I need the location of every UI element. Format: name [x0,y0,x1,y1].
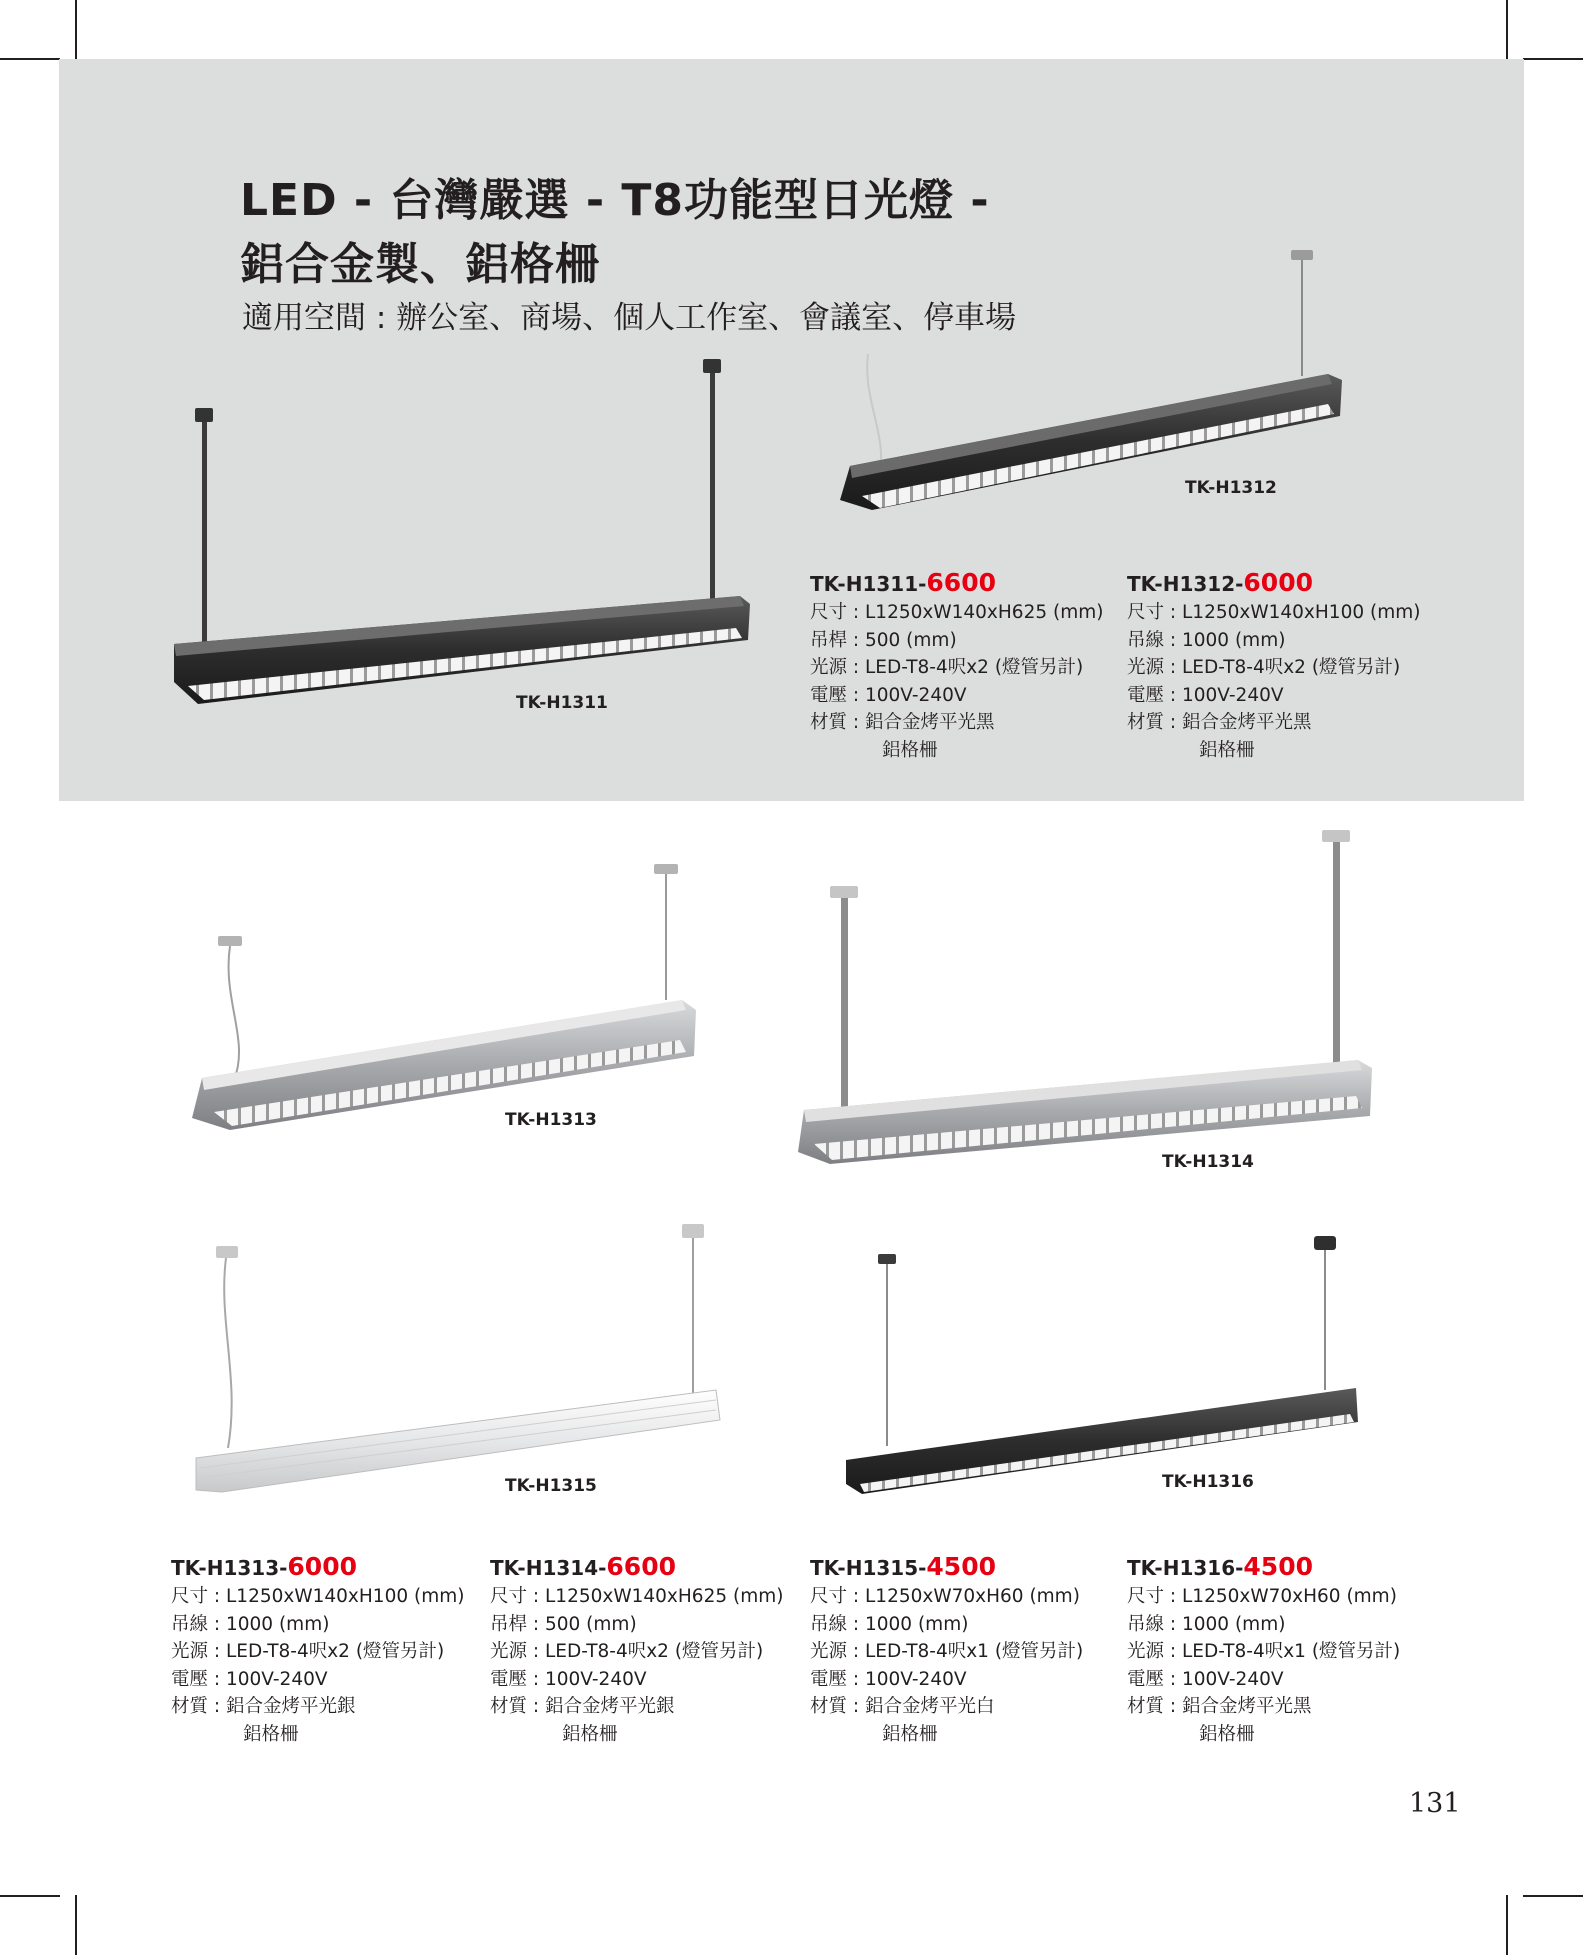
spec-hang: 吊線 : 1000 (mm) [810,1613,969,1635]
spec-size: 尺寸 : L1250xW140xH100 (mm) [171,1586,465,1607]
model-name: TK-H1311- [810,572,927,596]
spec-block-h1311 [810,567,1130,764]
spec-material: 材質 : 鋁合金烤平光白 [810,1696,995,1717]
tk-h1311-image [174,359,750,704]
price: 4500 [1243,1552,1313,1581]
price: 6000 [1243,568,1313,597]
spec-heading [171,1551,491,1583]
spec-block-h1316 [1127,1551,1447,1748]
spec-voltage: 電壓 : 100V-240V [1127,1668,1284,1690]
spec-material-2: 鋁格柵 [882,739,938,761]
page-number: 131 [1409,1788,1461,1819]
spec-voltage: 電壓 : 100V-240V [171,1668,328,1690]
spec-material: 材質 : 鋁合金烤平光銀 [171,1696,356,1717]
spec-light: 光源 : LED-T8-4呎x2 (燈管另計) [810,657,1084,678]
spec-light: 光源 : LED-T8-4呎x1 (燈管另計) [810,1641,1084,1662]
page-subtitle: 適用空間 : 辦公室、商場、個人工作室、會議室、停車場 [242,300,1017,336]
fixture-label-h1314: TK-H1314 [1162,1152,1254,1172]
spec-size: 尺寸 : L1250xW70xH60 (mm) [810,1586,1080,1607]
spec-hang: 吊線 : 1000 (mm) [1127,629,1286,651]
model-name: TK-H1312- [1127,572,1244,596]
spec-block-h1312 [1127,567,1447,764]
spec-voltage: 電壓 : 100V-240V [490,1668,647,1690]
spec-light: 光源 : LED-T8-4呎x2 (燈管另計) [171,1641,445,1662]
spec-heading [1127,1551,1447,1583]
spec-material: 材質 : 鋁合金烤平光黑 [1127,712,1312,733]
spec-light: 光源 : LED-T8-4呎x2 (燈管另計) [1127,657,1401,678]
fixture-label-h1315: TK-H1315 [505,1476,597,1496]
tk-h1315-image [196,1224,720,1492]
model-name: TK-H1313- [171,1556,288,1580]
spec-voltage: 電壓 : 100V-240V [1127,684,1284,706]
tk-h1314-image [798,830,1372,1164]
spec-hang: 吊桿 : 500 (mm) [490,1613,637,1635]
model-name: TK-H1315- [810,1556,927,1580]
spec-heading [810,1551,1130,1583]
fixture-label-h1311: TK-H1311 [516,693,608,713]
spec-material: 材質 : 鋁合金烤平光銀 [490,1696,675,1717]
page-title-line2: 鋁合金製、鋁格柵 [240,239,600,290]
spec-heading [810,567,1130,599]
tk-h1316-image [846,1236,1358,1494]
spec-material-2: 鋁格柵 [1199,739,1255,761]
spec-light: 光源 : LED-T8-4呎x2 (燈管另計) [490,1641,764,1662]
spec-material-2: 鋁格柵 [1199,1723,1255,1745]
price: 4500 [926,1552,996,1581]
spec-material-2: 鋁格柵 [243,1723,299,1745]
spec-heading [1127,567,1447,599]
spec-material-2: 鋁格柵 [882,1723,938,1745]
spec-size: 尺寸 : L1250xW140xH625 (mm) [490,1586,784,1607]
spec-material: 材質 : 鋁合金烤平光黑 [810,712,995,733]
spec-material-2: 鋁格柵 [562,1723,618,1745]
fixture-label-h1312: TK-H1312 [1185,478,1277,498]
price: 6600 [926,568,996,597]
spec-size: 尺寸 : L1250xW140xH625 (mm) [810,602,1104,623]
tk-h1312-image [840,250,1342,510]
price: 6000 [287,1552,357,1581]
spec-hang: 吊線 : 1000 (mm) [171,1613,330,1635]
spec-block-h1314 [490,1551,810,1748]
spec-voltage: 電壓 : 100V-240V [810,1668,967,1690]
page-title-line1: LED - 台灣嚴選 - T8功能型日光燈 - [240,175,990,226]
tk-h1313-image [192,864,696,1130]
model-name: TK-H1314- [490,1556,607,1580]
model-name: TK-H1316- [1127,1556,1244,1580]
spec-block-h1313 [171,1551,491,1748]
spec-material: 材質 : 鋁合金烤平光黑 [1127,1696,1312,1717]
spec-voltage: 電壓 : 100V-240V [810,684,967,706]
spec-light: 光源 : LED-T8-4呎x1 (燈管另計) [1127,1641,1401,1662]
spec-hang: 吊線 : 1000 (mm) [1127,1613,1286,1635]
fixture-label-h1313: TK-H1313 [505,1110,597,1130]
spec-hang: 吊桿 : 500 (mm) [810,629,957,651]
spec-size: 尺寸 : L1250xW140xH100 (mm) [1127,602,1421,623]
spec-size: 尺寸 : L1250xW70xH60 (mm) [1127,1586,1397,1607]
spec-block-h1315 [810,1551,1130,1748]
fixture-label-h1316: TK-H1316 [1162,1472,1254,1492]
spec-heading [490,1551,810,1583]
price: 6600 [606,1552,676,1581]
